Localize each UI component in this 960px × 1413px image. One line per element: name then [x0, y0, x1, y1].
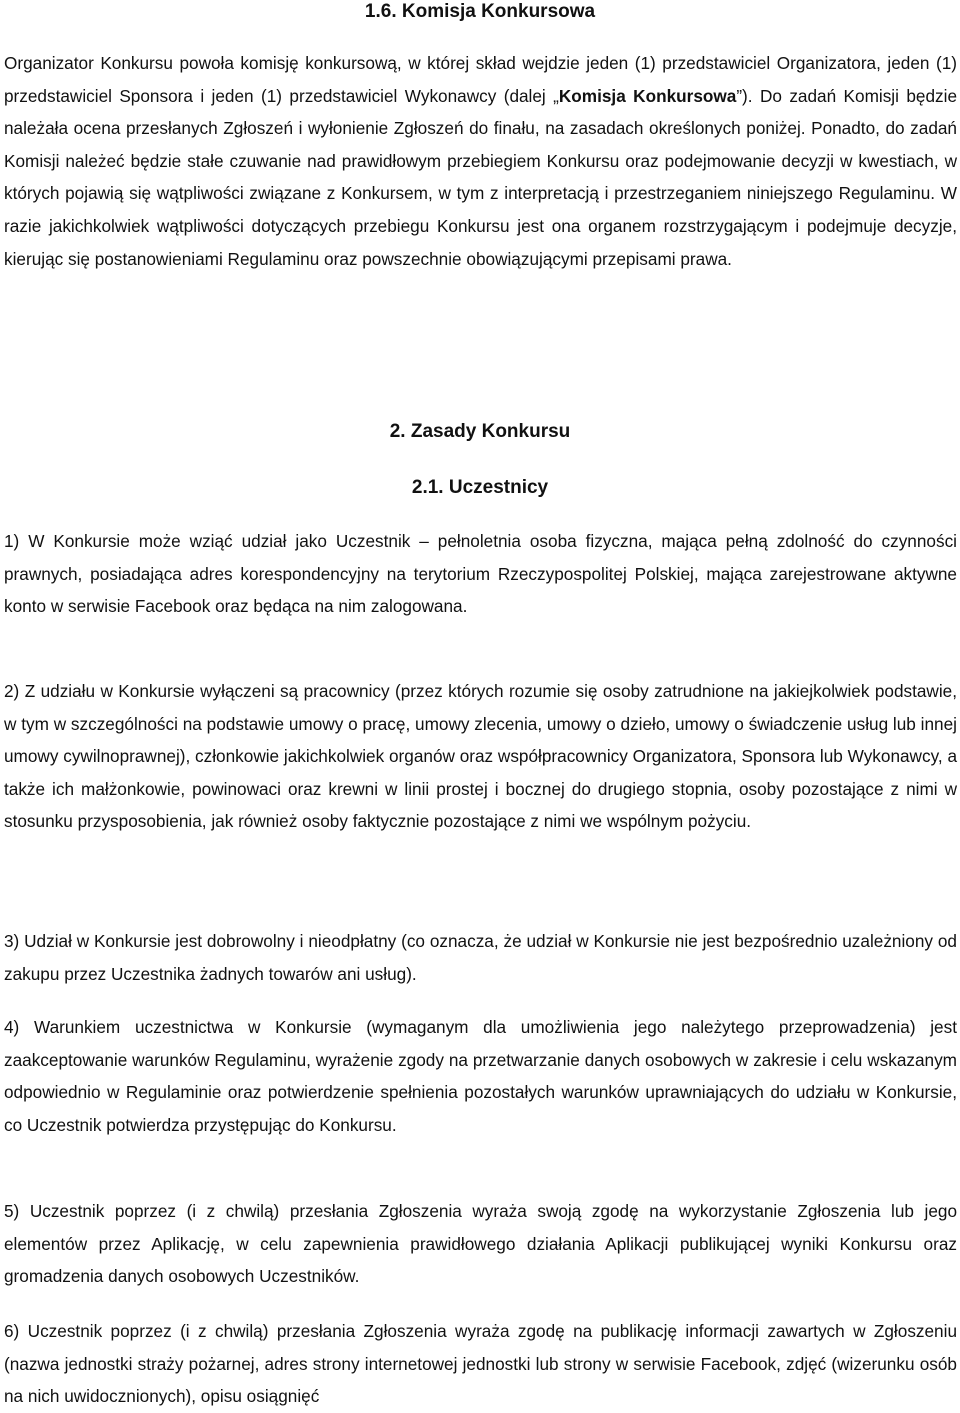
- section-heading-zasady: 2. Zasady Konkursu: [389, 421, 571, 442]
- list-item-6: 6) Uczestnik poprzez (i z chwilą) przesłania Zgłoszenia wyraża zgodę na publikację informacji zawartych w Zgłoszeniu (nazwa jednostki straży pożarnej, adres strony internetowej jednostki lub strony w serwisie Facebook, zdjęć (wizerunku osób na nich uwidocznionych), opisu osiągnięć: [4, 1321, 957, 1407]
- list-item-5: 5) Uczestnik poprzez (i z chwilą) przesłania Zgłoszenia wyraża swoją zgodę na wykorzystanie Zgłoszenia lub jego elementów przez Aplikację, w celu zapewnienia prawidłowego działania Aplikacji publikującej wyniki Konkursu oraz gromadzenia danych osobowych Uczestników.: [4, 1201, 957, 1287]
- list-item-2: 2) Z udziału w Konkursie wyłączeni są pracownicy (przez których rozumie się osoby zatrudnione na jakiejkolwiek podstawie, w tym w szczególności na podstawie umowy o pracę, umowy zlecenia, umowy o dzieło, umowy o świadczenie usług lub innej umowy cywilnoprawnej), członkowie jakichkolwiek organów oraz współpracownicy Organizatora, Sponsora lub Wykonawcy, a także ich małżonkowie, powinowaci oraz krewni w linii prostej i bocznej do drugiego stopnia, osoby pozostające z nimi w stosunku przysposobienia, jak również osoby faktycznie pozostające z nimi we wspólnym pożyciu.: [4, 681, 957, 832]
- paragraph-komisja: [4, 47, 957, 275]
- paragraph-komisja-bold-term: Komisja Konkursowa: [558, 85, 737, 106]
- paragraph-komisja-text-after: ”). Do zadań Komisji będzie należała ocena przesłanych Zgłoszeń i wyłonienie Zgłoszeń do finału, na zasadach określonych poniżej. Ponadto, do zadań Komisji należeć będzie stałe czuwanie nad prawidłowym przebiegiem Konkursu oraz podejmowanie decyzji w kwestiach, w których pojawią się wątpliwości związane z Konkursem, w tym z interpretacją i przestrzeganiem niniejszego Regulaminu. W razie jakichkolwiek wątpliwości dotyczących przebiegu Konkursu jest ona organem rozstrzygającym i podejmuje decyzje, kierując się postanowieniami Regulaminu oraz powszechnie obowiązującymi przepisami prawa.: [4, 85, 957, 269]
- subsection-heading-uczestnicy: 2.1. Uczestnicy: [411, 477, 549, 498]
- section-heading-komisja: 1.6. Komisja Konkursowa: [364, 1, 596, 22]
- list-item-1: 1) W Konkursie może wziąć udział jako Uczestnik – pełnoletnia osoba fizyczna, mająca pełną zdolność do czynności prawnych, posiadająca adres korespondencyjny na terytorium Rzeczypospolitej Polskiej, mająca zarejestrowane aktywne konto w serwisie Facebook oraz będąca na nim zalogowana.: [4, 531, 957, 617]
- list-item-4: 4) Warunkiem uczestnictwa w Konkursie (wymaganym dla umożliwienia jego należytego przeprowadzenia) jest zaakceptowanie warunków Regulaminu, wyrażenie zgody na przetwarzanie danych osobowych w zakresie i celu wskazanym odpowiednio w Regulaminie oraz potwierdzenie spełnienia pozostałych warunków uprawniających do udziału w Konkursie, co Uczestnik potwierdza przystępując do Konkursu.: [4, 1017, 957, 1135]
- paragraph-komisja-text-before: Organizator Konkursu powoła komisję konkursową, w której skład wejdzie jeden (1) przedstawiciel Organizatora, jeden (1) przedstawiciel Sponsora i jeden (1) przedstawiciel Wykonawcy (dalej „: [4, 53, 957, 106]
- list-item-3: 3) Udział w Konkursie jest dobrowolny i nieodpłatny (co oznacza, że udział w Konkursie nie jest bezpośrednio uzależniony od zakupu przez Uczestnika żadnych towarów ani usług).: [4, 931, 957, 984]
